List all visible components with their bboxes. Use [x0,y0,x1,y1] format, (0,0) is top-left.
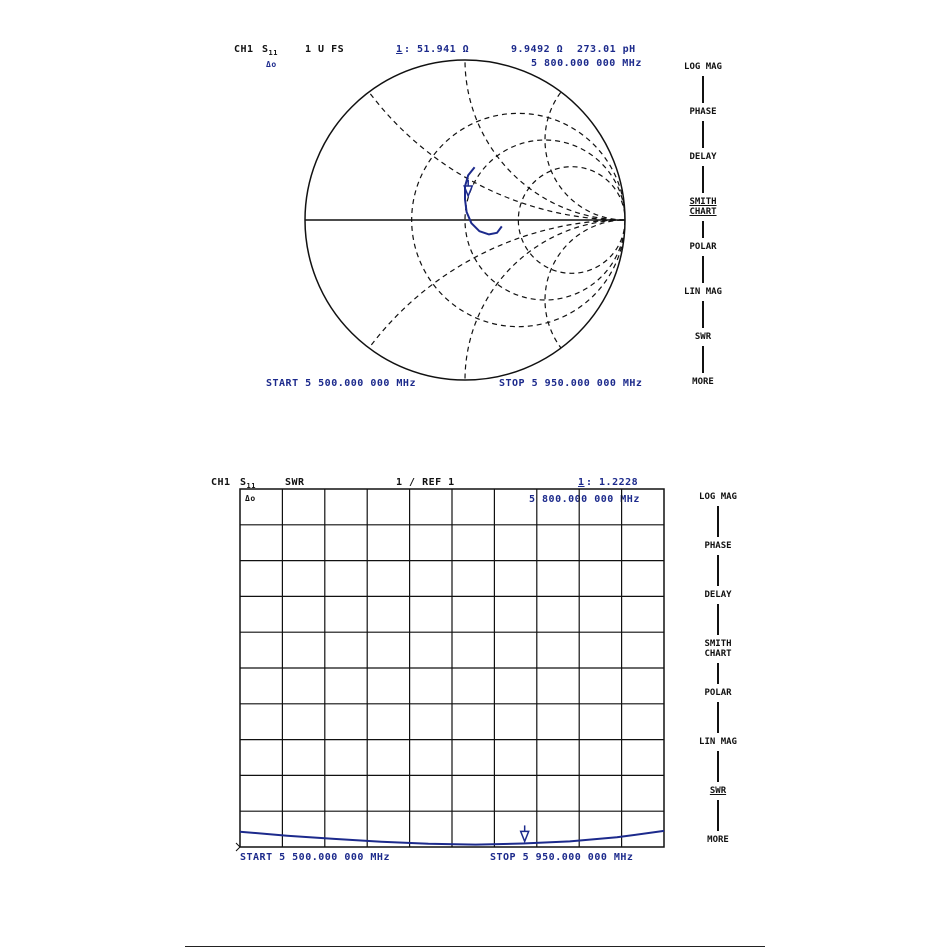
softkey-lin-mag[interactable]: LIN MAG [684,287,722,297]
marker-frequency: 5 800.000 000 MHz [531,58,642,69]
param-label: $S_{11}$ [240,477,256,490]
stop-frequency: STOP 5 950.000 000 MHz [499,378,643,389]
format-label: SWR [285,477,305,488]
softkey-swr[interactable]: SWR [694,332,712,342]
softkey-smith-chart[interactable]: SMITH CHART [704,639,732,659]
softkey-divider [717,702,719,733]
marker-value: : 1.2228 [586,477,639,488]
softkey-menu [683,492,753,852]
marker-reactance: 9.9492 Ω [511,44,564,55]
marker-icon [521,831,529,841]
format-label: 1 U FS [305,44,345,55]
marker-frequency: 5 800.000 000 MHz [529,494,640,505]
softkey-divider [717,751,719,782]
start-frequency: START 5 500.000 000 MHz [266,378,416,389]
softkey-swr[interactable]: SWR [709,786,727,796]
scale-label: 1 / REF 1 [396,477,455,488]
softkey-lin-mag[interactable]: LIN MAG [699,737,737,747]
stop-frequency: STOP 5 950.000 000 MHz [490,852,634,863]
softkey-divider [717,663,719,684]
marker-label: 1 [578,477,585,488]
softkey-delay[interactable]: DELAY [704,590,732,600]
softkey-more[interactable]: MORE [692,377,714,387]
softkey-delay[interactable]: DELAY [689,152,717,162]
softkey-divider [717,506,719,537]
softkey-smith-chart[interactable]: SMITH CHART [689,197,717,217]
delta-label: Δo [245,494,256,503]
softkey-log-mag[interactable]: LOG MAG [699,492,737,502]
marker-label: 1 [396,44,403,55]
softkey-polar[interactable]: POLAR [689,242,717,252]
softkey-phase[interactable]: PHASE [689,107,717,117]
softkey-divider [717,555,719,586]
softkey-phase[interactable]: PHASE [704,541,732,551]
softkey-more[interactable]: MORE [707,835,729,845]
softkey-divider [717,604,719,635]
param-label: $S_{11}$ [262,44,278,57]
marker-value: 273.01 pH [577,44,636,55]
softkey-log-mag[interactable]: LOG MAG [684,62,722,72]
softkey-polar[interactable]: POLAR [704,688,732,698]
channel-label: CH1 [211,477,231,488]
page-rule [185,946,765,947]
start-frequency: START 5 500.000 000 MHz [240,852,390,863]
marker-resistance: : 51.941 Ω [404,44,470,55]
softkey-divider [717,800,719,831]
channel-label: CH1 [234,44,254,55]
delta-label: Δo [266,60,277,69]
